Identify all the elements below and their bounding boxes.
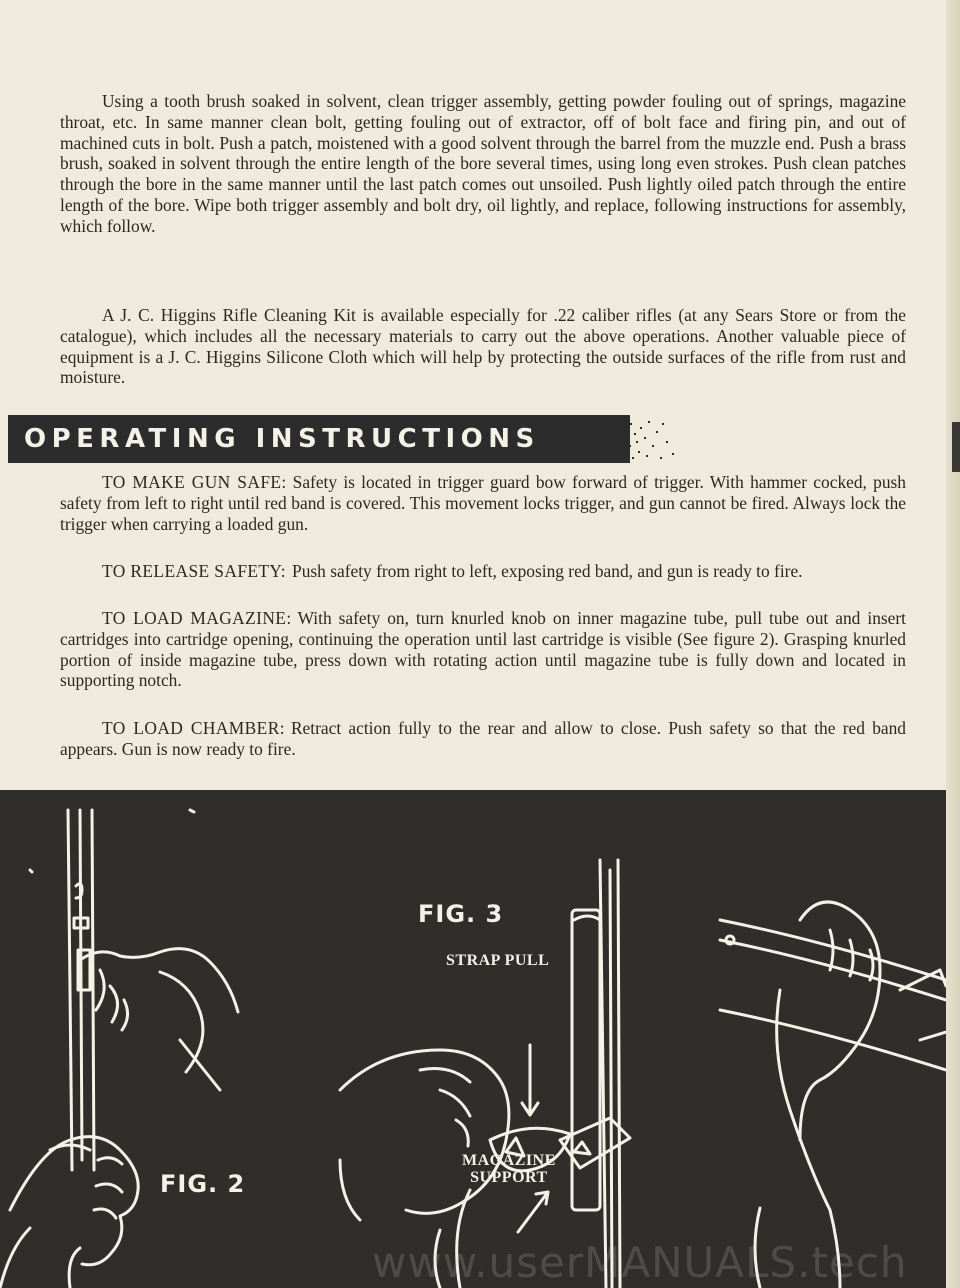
instruction-text: Push safety from right to left, exposing red band, and gun is ready to fire. — [292, 561, 803, 581]
page-edge-tab — [952, 422, 960, 472]
cleaning-paragraph — [60, 91, 906, 237]
strap-pull-label: STRAP PULL — [446, 952, 550, 969]
figure-line-art — [0, 790, 946, 1288]
figure-panel — [0, 790, 946, 1288]
cleaning-kit-paragraph — [60, 305, 906, 388]
instruction-text: Safety is located in trigger guard bow forward of trigger. With hammer cocked, push safety from left to right until red band is covered. This movement locks trigger, and gun cannot be fired. Always lock the trigger when carrying a loaded gun. — [60, 472, 907, 534]
fig-right-hand-drawing — [720, 902, 946, 1288]
cleaning-kit-text: A J. C. Higgins Rifle Cleaning Kit is available especially for .22 caliber rifles (at any Sears Store or from the catalogue), which includes all the necessary materials to carry out the above operations. Another valuable piece of equipment is a J. C. Higgins Silicone Cloth which will help by protecting the outside surfaces of the rifle from rust and moisture. — [60, 305, 906, 388]
instruction-heading: TO LOAD MAGAZINE: — [102, 608, 292, 628]
section-heading: OPERATING INSTRUCTIONS — [24, 424, 540, 454]
section-heading-banner — [8, 415, 630, 463]
fig2-magazine-tube-drawing — [0, 810, 238, 1288]
instruction-text: Retract action fully to the rear and allow to close. Push safety so that the red band appears. Gun is now ready to fire. — [60, 718, 906, 759]
instruction-heading: TO MAKE GUN SAFE: — [102, 472, 287, 492]
instruction-heading: TO RELEASE SAFETY: — [102, 561, 287, 581]
banner-speckle-decoration — [608, 415, 680, 463]
instruction-make-safe — [60, 472, 906, 534]
watermark: www.userMANUALS.tech — [372, 1238, 908, 1287]
instruction-release-safety — [60, 561, 906, 582]
page-edge — [946, 0, 960, 1288]
instruction-load-magazine — [60, 608, 906, 691]
instruction-heading: TO LOAD CHAMBER: — [102, 718, 285, 738]
magazine-support-label — [462, 1152, 556, 1186]
magazine-support-line1: MAGAZINE — [462, 1152, 556, 1169]
fig3-label: FIG. 3 — [418, 900, 504, 928]
fig2-label: FIG. 2 — [160, 1170, 246, 1198]
magazine-support-line2: SUPPORT — [470, 1169, 548, 1186]
cleaning-text: Using a tooth brush soaked in solvent, clean trigger assembly, getting powder fouling out of springs, magazine throat, etc. In same manner clean bolt, getting fouling out of extractor, off of bolt face and firing pin, and out of machined cuts in bolt. Push a patch, moistened with a good solvent through the barrel from the muzzle end. Push a brass brush, soaked in solvent through the entire length of the bore several times, using long even strokes. Push clean patches through the bore in the same manner until the last patch comes out unsoiled. Push lightly oiled patch through the entire length of the bore. Wipe both trigger assembly and bolt dry, oil lightly, and replace, following instructions for assembly, which follow. — [60, 91, 906, 236]
instruction-load-chamber — [60, 718, 906, 760]
instruction-text: With safety on, turn knurled knob on inner magazine tube, pull tube out and insert cartridges into cartridge opening, continuing the operation until last cartridge is visible (See figure 2). Grasping knurled portion of inside magazine tube, press down with rotating action until magazine tube is fully down and located in supporting notch. — [60, 608, 906, 691]
